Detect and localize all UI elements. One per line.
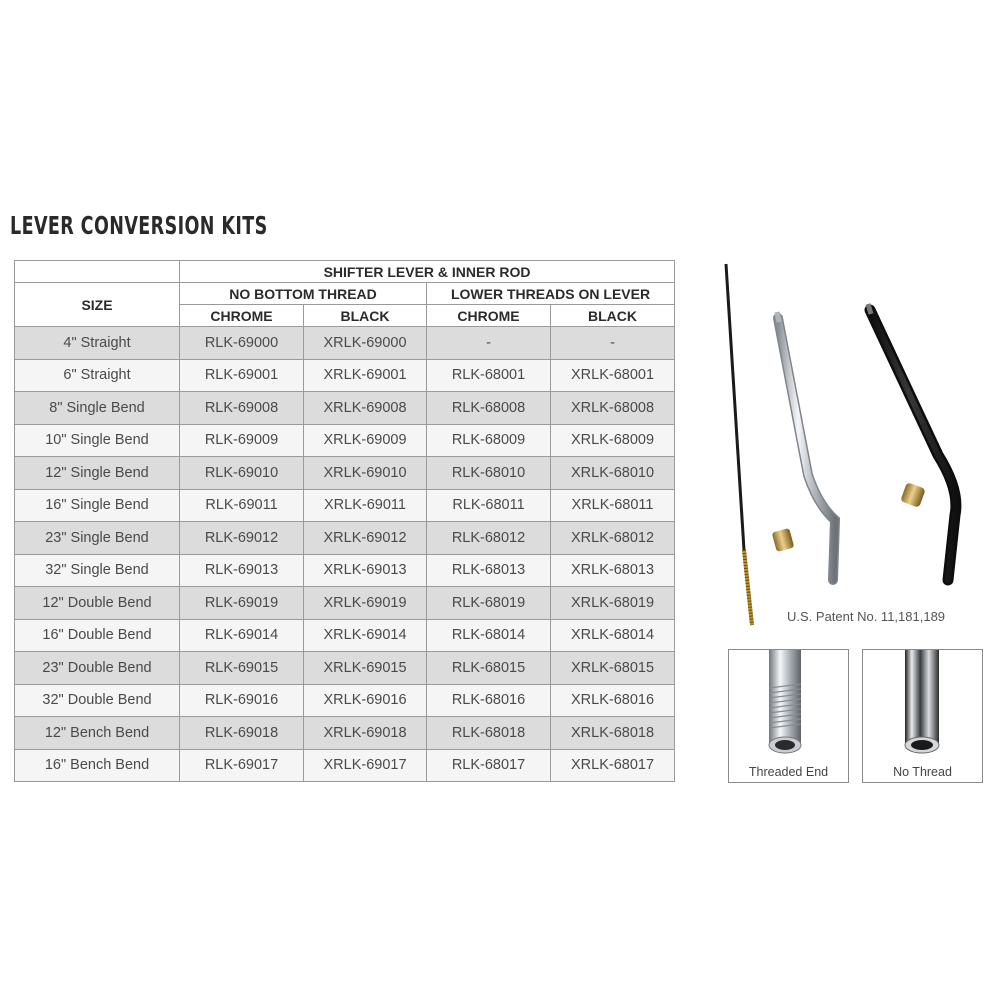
part-number-cell: XRLK-68010 bbox=[551, 457, 675, 490]
part-number-cell: XRLK-68013 bbox=[551, 554, 675, 587]
part-number-cell: RLK-69016 bbox=[180, 684, 304, 717]
part-number-cell: XRLK-68016 bbox=[551, 684, 675, 717]
size-header: SIZE bbox=[15, 283, 180, 327]
size-cell: 32" Double Bend bbox=[15, 684, 180, 717]
size-cell: 4" Straight bbox=[15, 327, 180, 360]
size-cell: 12" Single Bend bbox=[15, 457, 180, 490]
table-row bbox=[15, 749, 675, 782]
part-number-cell: RLK-68017 bbox=[427, 749, 551, 782]
finish-header-black: BLACK bbox=[551, 305, 675, 327]
part-number-cell: - bbox=[551, 327, 675, 360]
part-number-cell: XRLK-68001 bbox=[551, 359, 675, 392]
part-number-cell: XRLK-69000 bbox=[304, 327, 427, 360]
part-number-cell: RLK-69012 bbox=[180, 522, 304, 555]
size-cell: 23" Single Bend bbox=[15, 522, 180, 555]
table-row bbox=[15, 684, 675, 717]
size-cell: 8" Single Bend bbox=[15, 392, 180, 425]
table-row bbox=[15, 327, 675, 360]
table-row bbox=[15, 652, 675, 685]
brass-nut-icon bbox=[900, 482, 926, 508]
part-number-cell: XRLK-69011 bbox=[304, 489, 427, 522]
part-number-cell: RLK-68012 bbox=[427, 522, 551, 555]
patent-number: U.S. Patent No. 11,181,189 bbox=[787, 609, 946, 624]
table-row bbox=[15, 717, 675, 750]
part-number-cell: XRLK-69008 bbox=[304, 392, 427, 425]
part-number-cell: XRLK-68014 bbox=[551, 619, 675, 652]
size-cell: 23" Double Bend bbox=[15, 652, 180, 685]
part-number-cell: RLK-69019 bbox=[180, 587, 304, 620]
part-number-cell: RLK-69000 bbox=[180, 327, 304, 360]
part-number-cell: XRLK-69019 bbox=[304, 587, 427, 620]
part-number-cell: RLK-69013 bbox=[180, 554, 304, 587]
table-row bbox=[15, 489, 675, 522]
part-number-cell: RLK-68010 bbox=[427, 457, 551, 490]
part-number-cell: RLK-68009 bbox=[427, 424, 551, 457]
part-number-cell: XRLK-69017 bbox=[304, 749, 427, 782]
table-row bbox=[15, 359, 675, 392]
threaded-end-detail bbox=[728, 649, 849, 783]
part-number-cell: RLK-69014 bbox=[180, 619, 304, 652]
page-title: LEVER CONVERSION KITS bbox=[10, 211, 268, 240]
kits-table bbox=[14, 260, 675, 782]
col-group-lower-threads: LOWER THREADS ON LEVER bbox=[427, 283, 675, 305]
part-number-cell: RLK-68008 bbox=[427, 392, 551, 425]
part-number-cell: XRLK-68009 bbox=[551, 424, 675, 457]
brass-nut-icon bbox=[772, 528, 795, 552]
part-number-cell: RLK-69018 bbox=[180, 717, 304, 750]
size-cell: 16" Single Bend bbox=[15, 489, 180, 522]
no-thread-caption: No Thread bbox=[893, 765, 952, 779]
part-number-cell: XRLK-69009 bbox=[304, 424, 427, 457]
inner-rod-icon bbox=[726, 264, 752, 625]
part-number-cell: RLK-68015 bbox=[427, 652, 551, 685]
table-row bbox=[15, 424, 675, 457]
header-empty bbox=[15, 261, 180, 283]
part-number-cell: XRLK-69014 bbox=[304, 619, 427, 652]
part-number-cell: XRLK-68017 bbox=[551, 749, 675, 782]
part-number-cell: XRLK-68008 bbox=[551, 392, 675, 425]
finish-header-chrome: CHROME bbox=[180, 305, 304, 327]
finish-header-chrome: CHROME bbox=[427, 305, 551, 327]
no-thread-icon bbox=[863, 650, 982, 760]
part-number-cell: RLK-68011 bbox=[427, 489, 551, 522]
size-cell: 16" Bench Bend bbox=[15, 749, 180, 782]
part-number-cell: RLK-68019 bbox=[427, 587, 551, 620]
part-number-cell: RLK-68013 bbox=[427, 554, 551, 587]
part-number-cell: RLK-68001 bbox=[427, 359, 551, 392]
part-number-cell: RLK-69011 bbox=[180, 489, 304, 522]
part-number-cell: XRLK-68015 bbox=[551, 652, 675, 685]
size-cell: 10" Single Bend bbox=[15, 424, 180, 457]
part-number-cell: RLK-69001 bbox=[180, 359, 304, 392]
table-row bbox=[15, 587, 675, 620]
finish-header-black: BLACK bbox=[304, 305, 427, 327]
part-number-cell: XRLK-69018 bbox=[304, 717, 427, 750]
part-number-cell: XRLK-68019 bbox=[551, 587, 675, 620]
part-number-cell: RLK-69009 bbox=[180, 424, 304, 457]
part-number-cell: RLK-69017 bbox=[180, 749, 304, 782]
part-number-cell: RLK-69010 bbox=[180, 457, 304, 490]
size-cell: 12" Double Bend bbox=[15, 587, 180, 620]
col-group-no-thread: NO BOTTOM THREAD bbox=[180, 283, 427, 305]
part-number-cell: RLK-68014 bbox=[427, 619, 551, 652]
table-row bbox=[15, 619, 675, 652]
part-number-cell: RLK-69008 bbox=[180, 392, 304, 425]
part-number-cell: XRLK-68011 bbox=[551, 489, 675, 522]
table-row bbox=[15, 457, 675, 490]
size-cell: 6" Straight bbox=[15, 359, 180, 392]
size-cell: 16" Double Bend bbox=[15, 619, 180, 652]
part-number-cell: XRLK-69010 bbox=[304, 457, 427, 490]
part-number-cell: XRLK-69015 bbox=[304, 652, 427, 685]
no-thread-detail bbox=[862, 649, 983, 783]
table-row bbox=[15, 554, 675, 587]
table-row bbox=[15, 522, 675, 555]
group-header: SHIFTER LEVER & INNER ROD bbox=[180, 261, 675, 283]
black-lever-icon bbox=[868, 304, 956, 580]
threaded-end-caption: Threaded End bbox=[748, 765, 829, 779]
part-number-cell: XRLK-68012 bbox=[551, 522, 675, 555]
table-row bbox=[15, 392, 675, 425]
part-number-cell: - bbox=[427, 327, 551, 360]
part-number-cell: XRLK-69016 bbox=[304, 684, 427, 717]
part-number-cell: XRLK-69001 bbox=[304, 359, 427, 392]
part-number-cell: RLK-68016 bbox=[427, 684, 551, 717]
size-cell: 12" Bench Bend bbox=[15, 717, 180, 750]
threaded-end-icon bbox=[729, 650, 848, 760]
part-number-cell: XRLK-69012 bbox=[304, 522, 427, 555]
part-number-cell: RLK-68018 bbox=[427, 717, 551, 750]
part-number-cell: XRLK-69013 bbox=[304, 554, 427, 587]
size-cell: 32" Single Bend bbox=[15, 554, 180, 587]
part-number-cell: XRLK-68018 bbox=[551, 717, 675, 750]
part-number-cell: RLK-69015 bbox=[180, 652, 304, 685]
